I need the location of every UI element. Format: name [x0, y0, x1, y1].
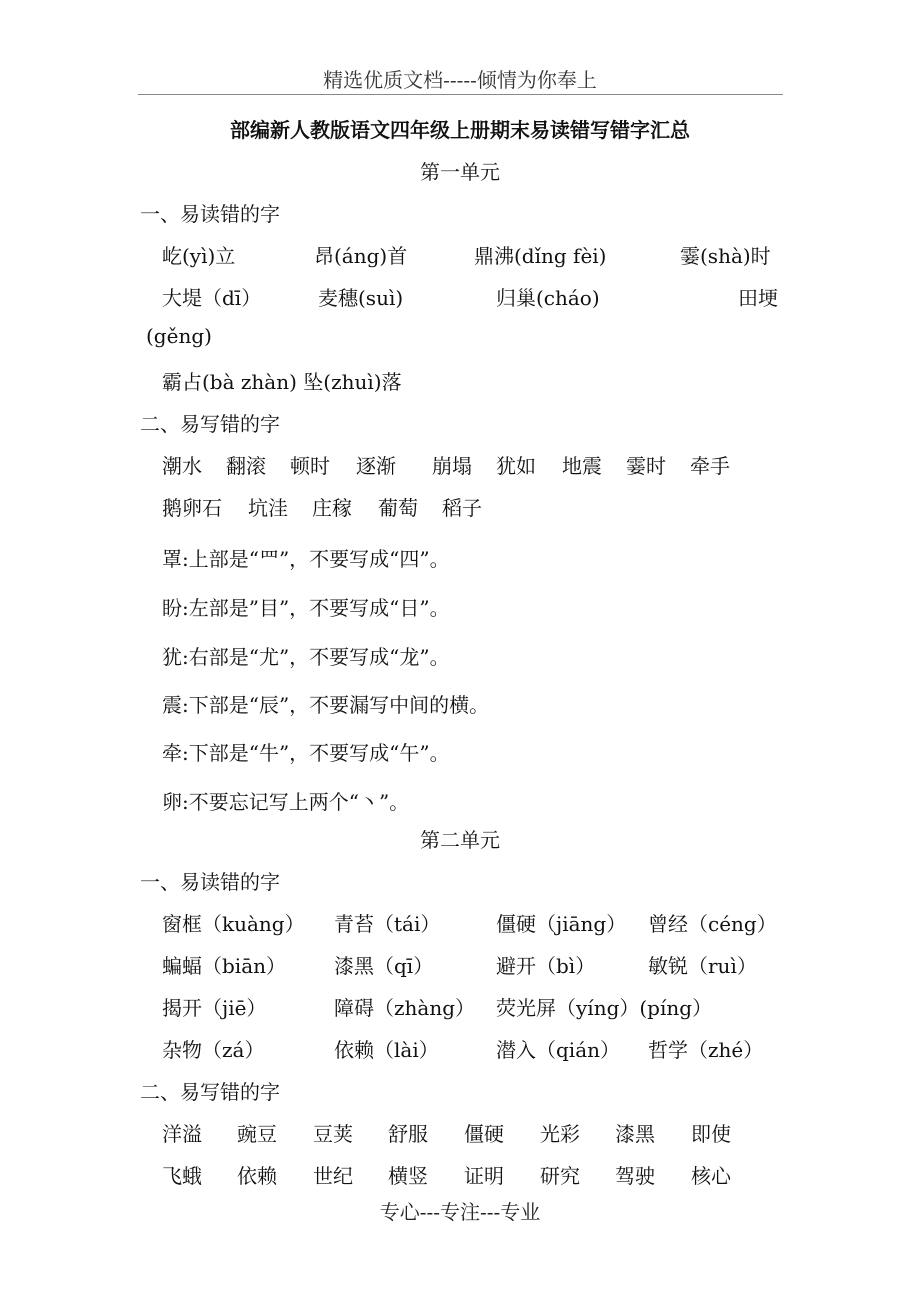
write-word: 横竖	[388, 1164, 428, 1188]
note-line: 罩:上部是“罒”，不要写成“四”。	[162, 547, 450, 571]
read-item: (gěng)	[146, 324, 212, 348]
read-item: 漆黑（qī）	[334, 954, 434, 978]
write-word: 洋溢	[162, 1122, 202, 1146]
read-item: 揭开（jiē）	[162, 996, 267, 1020]
write-word: 稻子	[442, 496, 482, 520]
write-word: 地震	[562, 454, 602, 478]
note-line: 盼:左部是”目”，不要写成“日”。	[162, 596, 450, 620]
read-item: 霎(shà)时	[680, 244, 771, 268]
read-item: 田埂	[738, 286, 778, 310]
write-word: 葡萄	[378, 496, 418, 520]
write-word: 即使	[691, 1122, 731, 1146]
write-word: 豌豆	[237, 1122, 277, 1146]
read-item: 麦穗(suì)	[318, 286, 404, 310]
read-item: 昂(áng)首	[314, 244, 408, 268]
write-word: 崩塌	[432, 454, 472, 478]
page-header: 精选优质文档-----倾情为你奉上	[323, 68, 597, 92]
unit-2-read-heading: 一、易读错的字	[140, 870, 280, 894]
read-item: 障碍（zhàng）	[334, 996, 476, 1020]
unit-2-heading: 第二单元	[420, 828, 500, 852]
unit-1-read-heading: 一、易读错的字	[140, 202, 280, 226]
read-item: 蝙蝠（biān）	[162, 954, 287, 978]
write-word: 证明	[464, 1164, 504, 1188]
write-word: 漆黑	[615, 1122, 655, 1146]
read-item: 窗框（kuàng）	[162, 912, 305, 936]
write-word: 庄稼	[312, 496, 352, 520]
write-word: 光彩	[540, 1122, 580, 1146]
unit-1-write-heading: 二、易写错的字	[140, 412, 280, 436]
write-word: 飞蛾	[162, 1164, 202, 1188]
write-word: 潮水	[162, 454, 202, 478]
read-item: 青苔（tái）	[334, 912, 441, 936]
note-line: 震:下部是“辰”，不要漏写中间的横。	[162, 693, 490, 717]
write-word: 顿时	[290, 454, 330, 478]
write-word: 驾驶	[615, 1164, 655, 1188]
page-footer: 专心---专注---专业	[379, 1200, 541, 1224]
write-word: 核心	[691, 1164, 731, 1188]
note-line: 卵:不要忘记写上两个“丶”。	[162, 790, 410, 814]
read-item: 敏锐（ruì）	[648, 954, 757, 978]
note-line: 犹:右部是“尤”，不要写成“龙”。	[162, 645, 450, 669]
read-item: 曾经（céng）	[648, 912, 777, 936]
write-word: 研究	[540, 1164, 580, 1188]
write-word: 逐渐	[356, 454, 396, 478]
write-word: 坑洼	[248, 496, 288, 520]
read-item: 大堤（dī）	[162, 286, 262, 310]
document-title: 部编新人教版语文四年级上册期末易读错写错字汇总	[230, 118, 690, 142]
read-item: 霸占(bà zhàn) 坠(zhuì)落	[162, 370, 402, 394]
read-item: 鼎沸(dǐng fèi)	[474, 244, 607, 268]
note-line: 牵:下部是“牛”，不要写成“午”。	[162, 741, 450, 765]
write-word: 世纪	[313, 1164, 353, 1188]
write-word: 豆荚	[313, 1122, 353, 1146]
read-item: 归巢(cháo)	[496, 286, 600, 310]
write-word: 霎时	[626, 454, 666, 478]
write-word: 鹅卵石	[162, 496, 222, 520]
read-item: 避开（bì）	[496, 954, 596, 978]
read-item: 依赖（lài）	[334, 1038, 439, 1062]
read-item: 僵硬（jiāng）	[496, 912, 627, 936]
unit-1-heading: 第一单元	[420, 160, 500, 184]
write-word: 僵硬	[464, 1122, 504, 1146]
write-word: 舒服	[388, 1122, 428, 1146]
header-divider	[138, 94, 783, 95]
read-item: 哲学（zhé）	[648, 1038, 764, 1062]
write-word: 犹如	[496, 454, 536, 478]
write-word: 牵手	[690, 454, 730, 478]
read-item: 杂物（zá）	[162, 1038, 265, 1062]
unit-2-write-heading: 二、易写错的字	[140, 1080, 280, 1104]
read-item: 屹(yì)立	[162, 244, 236, 268]
write-word: 翻滚	[226, 454, 266, 478]
read-item: 潜入（qián）	[496, 1038, 621, 1062]
read-item: 荧光屏（yíng）(píng）	[496, 996, 713, 1020]
write-word: 依赖	[237, 1164, 277, 1188]
